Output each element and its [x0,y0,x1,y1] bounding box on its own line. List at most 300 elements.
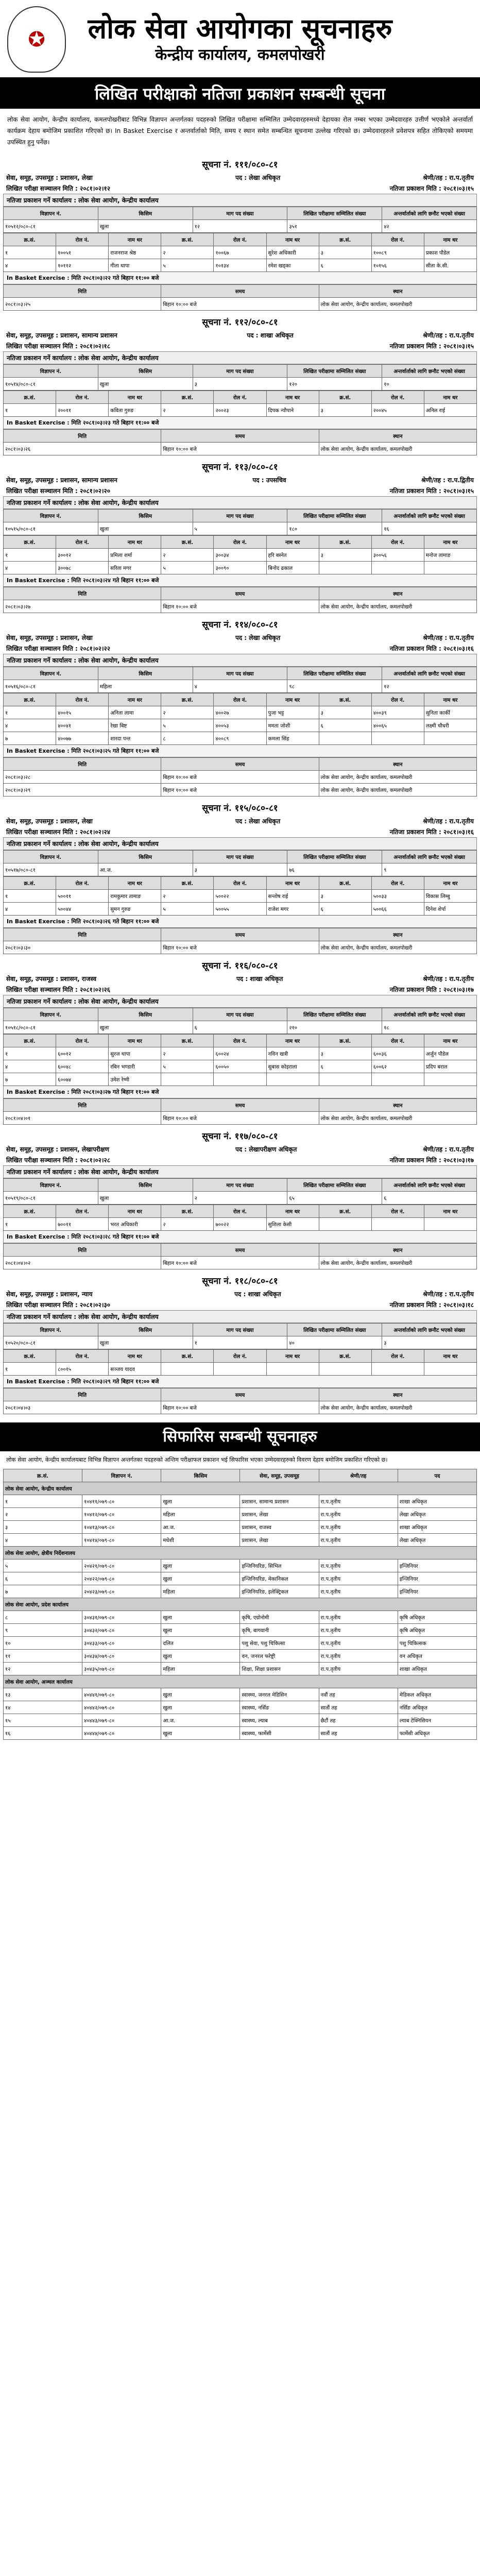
table-cell: खुला [161,1688,240,1701]
column-header: रोल नं. [56,877,109,890]
result-date: नतिजा प्रकाशन मिति : २०८१।०३।१७ [389,986,474,993]
table-cell: १०५१८/०८०-८१ [4,1021,98,1034]
notice-number: सूचना नं. ११२/०८०-८१ [202,317,278,328]
table-cell: गीता थापा [109,259,161,272]
table-cell: खुला [98,1336,193,1349]
table-cell: १०४११/०७९-८० [82,1495,161,1508]
table-cell: बिहान १०:०० बजे [161,443,319,455]
column-header: लिखित परीक्षामा सम्मिलित संख्या [287,1008,382,1021]
table-cell: ६००६२ [371,1060,424,1073]
table-cell: १०४१२/०७९-८० [82,1508,161,1521]
table-cell: २ [193,1192,287,1205]
notice-meta [3,172,477,183]
table-cell: ५००२२ [214,890,266,903]
table-cell: १ [4,404,56,417]
table-cell: १०५१६/०८०-८१ [4,680,98,693]
column-header: समय [161,1244,319,1257]
table-cell: फार्मेसी अधिकृत [398,1727,476,1740]
grade-level: श्रेणी/तह : रा.प.तृतीय [423,975,474,982]
table-header-row [4,365,477,378]
table-cell: इन्जिनियरिङ, इलेक्ट्रिकल [240,1585,319,1598]
column-header: क्र.सं. [4,1469,82,1482]
table-cell: रा.प.तृतीय [319,1521,398,1534]
table-cell: अनिल राई [424,404,476,417]
in-basket-exercise: In Basket Exercise : मिति २०८१।०३।२२ गते बिहान ११:०० बजे [3,272,477,284]
service-group: सेवा, समूह, उपसमूह : प्रशासन, न्याय [6,1291,93,1298]
notice-block [3,1269,477,1414]
table-cell [319,732,371,745]
table-header-row [4,1008,477,1021]
table-cell [266,1073,319,1086]
column-header: नाम थर [424,877,476,890]
column-header: विज्ञापन नं. [4,1324,98,1336]
column-header: नाम थर [266,536,319,549]
column-header: रोल नं. [56,391,109,404]
table-row [4,1336,477,1349]
notice-number: सूचना नं. ११६/०८०-८१ [202,961,278,971]
table-cell: ४ [4,259,56,272]
table-cell: १००८९ [371,246,424,259]
table-cell: दिनेश शेर्पा [424,903,476,916]
exam-date: लिखित परीक्षा सञ्चालन मिति : २०८१।०२।१८ [6,343,110,350]
table-cell [319,1363,371,1376]
table-cell: राजेश मगर [266,903,319,916]
table-cell: कृषि अधिकृत [398,1624,476,1637]
table-row [4,1021,477,1034]
table-row [4,784,477,796]
column-header: मिति [4,758,161,771]
column-header: किसिम [98,1324,193,1336]
grade-level: श्रेणी/तह : रा.प.तृतीय [423,1146,474,1153]
table-row [4,1401,477,1414]
column-header: क्र.सं. [161,693,214,706]
table-cell: ६ [193,1021,287,1034]
table-row [4,941,477,954]
table-cell: लेखा अधिकृत [398,1534,476,1547]
column-header: रोल नं. [371,693,424,706]
table-cell: ४००८९ [214,732,266,745]
table-cell: ३ [382,1336,477,1349]
table-cell [161,1363,214,1376]
table-cell: २ [161,706,214,719]
table-cell: ८ [161,732,214,745]
column-header: नाम थर [424,693,476,706]
table-header-row [4,1205,477,1218]
column-header: रोल नं. [371,536,424,549]
column-header: किसिम [98,510,193,522]
table-row [4,378,477,391]
table-row [4,1714,477,1727]
notice-number: सूचना नं. ११४/०८०-८१ [202,620,278,630]
post-name: पद : लेखा अधिकृत [235,818,281,825]
result-office: नतिजा प्रकाशन गर्ने कार्यालय : लोक सेवा आयोग, केन्द्रीय कार्यालय [3,1165,477,1178]
table-cell: ३०४३४/०७९-८० [82,1650,161,1663]
service-group: सेवा, समूह, उपसमूह : प्रशासन, सामान्य प्रशासन [6,332,117,339]
table-cell: ५००११ [56,890,109,903]
table-row [4,522,477,535]
table-cell: प्रशासन, लेखा [240,1534,319,1547]
table-row [4,1560,477,1572]
table-cell: २ [4,1508,82,1521]
table-cell: प्रमिला शर्मा [109,549,161,562]
interview-table [3,757,477,796]
column-header: रोल नं. [371,1035,424,1047]
table-cell: ७६ [287,863,382,876]
table-cell: आ.ज. [161,1714,240,1727]
table-cell: ४ [4,903,56,916]
table-cell [266,1363,319,1376]
interview-table [3,1098,477,1125]
table-row [4,1495,477,1508]
column-header: रोल नं. [371,1205,424,1218]
table-cell: १०५१४/०८०-८१ [4,378,98,391]
table-header-row [4,1244,477,1257]
column-header: लिखित परीक्षामा सम्मिलित संख्या [287,365,382,378]
table-cell: हरि बस्नेत [266,549,319,562]
table-cell: ६००७४ [56,1073,109,1086]
table-cell: स्वास्थ्य, जनरल मेडिसिन [240,1688,319,1701]
table-cell [371,1363,424,1376]
in-basket-exercise: In Basket Exercise : मिति २०८१।०३।२७ गते बिहान ११:०० बजे [3,1086,477,1098]
column-header: रोल नं. [214,233,266,246]
table-cell: १ [4,1495,82,1508]
table-cell: १० [4,1637,82,1650]
notice-block [3,954,477,1125]
table-cell: सीता के.सी. [424,259,476,272]
table-header-row [4,510,477,522]
result-date: नतिजा प्रकाशन मिति : २०८१।०३।१७ [389,1157,474,1164]
table-cell: बिनोद ढकाल [266,562,319,574]
column-header: विज्ञापन नं. [4,1179,98,1192]
table-cell: शिक्षा, शिक्षा प्रशासन [240,1663,319,1675]
table-cell: ५ [161,259,214,272]
column-header: लिखित परीक्षामा सम्मिलित संख्या [287,667,382,680]
table-cell: ३ [319,549,371,562]
table-row [4,1073,477,1086]
interview-table [3,1243,477,1269]
result-banner: लिखित परीक्षाको नतिजा प्रकाशन सम्बन्धी सूचना [0,79,480,109]
table-cell: बिहान १०:०० बजे [161,784,319,796]
table-cell: ३००९० [214,562,266,574]
table-row [4,404,477,417]
notice-meta [3,330,477,341]
table-cell: सातौं तह [319,1701,398,1714]
table-cell: सुरेश अधिकारी [266,246,319,259]
column-header: अन्तर्वार्ताको लागि छनौट भएको संख्या [382,365,477,378]
notice-number: सूचना नं. ११५/०८०-८१ [202,803,278,814]
table-cell: रा.प.तृतीय [319,1611,398,1624]
table-cell: महिला [98,680,193,693]
result-office: नतिजा प्रकाशन गर्ने कार्यालय : लोक सेवा आयोग, केन्द्रीय कार्यालय [3,654,477,667]
office-group-title: लोक सेवा आयोग, अञ्चल कार्यालय [4,1675,477,1688]
column-header: क्र.सं. [4,1035,56,1047]
column-header: माग पद संख्या [193,667,287,680]
table-cell [214,1363,266,1376]
table-cell: पशु चिकित्सक [398,1637,476,1650]
column-header: स्थान [319,758,476,771]
masthead [0,0,480,79]
table-cell: इन्जिनियर [398,1560,476,1572]
table-cell: ७ [4,1073,56,1086]
table-cell: १००५१ [56,246,109,259]
column-header: नाम थर [266,391,319,404]
table-cell: १ [4,706,56,719]
table-cell: खुला [98,1021,193,1034]
column-header: समय [161,1388,319,1401]
column-header: समय [161,758,319,771]
column-header: रोल नं. [214,536,266,549]
table-cell: २ [161,404,214,417]
table-cell: २०८१।०३।२६ [4,443,161,455]
table-cell: शाखा अधिकृत [398,1495,476,1508]
table-row [4,680,477,693]
column-header: माग पद संख्या [193,851,287,863]
table-cell: १२ [382,680,477,693]
post-name: पद : शाखा अधिकृत [247,332,294,339]
table-cell: ३०४३५/०७९-८० [82,1663,161,1675]
table-cell: रा.प.तृतीय [319,1572,398,1585]
table-cell: खुला [161,1560,240,1572]
table-cell: पशु सेवा, पशु चिकित्सा [240,1637,319,1650]
table-cell: ६ [319,719,371,732]
table-cell: स्वास्थ्य, फार्मेसी [240,1727,319,1740]
table-row [4,562,477,574]
table-cell: खुला [161,1572,240,1585]
table-cell [319,1073,371,1086]
table-cell: २ [161,1218,214,1231]
table-cell: १८ [382,1021,477,1034]
table-cell: २ [161,1047,214,1060]
table-cell: १ [4,1363,56,1376]
column-header: क्र.सं. [319,877,371,890]
table-cell: इन्जिनियर [398,1572,476,1585]
table-cell: प्रदिप बराल [424,1060,476,1073]
column-header: क्र.सं. [4,877,56,890]
table-cell [371,1073,424,1086]
table-header-row [4,1350,477,1363]
column-header: अन्तर्वार्ताको लागि छनौट भएको संख्या [382,1179,477,1192]
column-header: माग पद संख्या [193,1179,287,1192]
table-cell [424,732,476,745]
table-row [4,298,477,311]
table-cell: लोक सेवा आयोग, केन्द्रीय कार्यालय, कमलपोखरी [319,941,476,954]
table-cell: लोक सेवा आयोग, केन्द्रीय कार्यालय, कमलपोखरी [319,1112,476,1125]
exam-date: लिखित परीक्षा सञ्चालन मिति : २०८१।०२।२० [6,487,110,495]
column-header: माग पद संख्या [193,1008,287,1021]
table-header-row [4,693,477,706]
table-cell: सरिता मगर [109,562,161,574]
table-cell [371,732,424,745]
table-cell: खुला [161,1624,240,1637]
table-cell: रा.प.तृतीय [319,1585,398,1598]
exam-date: लिखित परीक्षा सञ्चालन मिति : २०८१।०२।३० [6,1301,110,1309]
column-header: नाम थर [266,1035,319,1047]
column-header: विज्ञापन नं. [82,1469,161,1482]
table-cell: २०८१।०४।०३ [4,1401,161,1414]
notice-dates [3,643,477,654]
table-cell: रा.प.तृतीय [319,1560,398,1572]
post-name: पद : लेखा अधिकृत [235,634,281,641]
table-cell: बिहान १०:०० बजे [161,941,319,954]
table-cell: लोक सेवा आयोग, केन्द्रीय कार्यालय, कमलपोखरी [319,771,476,784]
table-cell: १३ [4,1688,82,1701]
table-cell: शाखा अधिकृत [398,1521,476,1534]
post-name: पद : लेखापरीक्षण अधिकृत [235,1146,297,1153]
table-cell: ल्याब टेक्निसियन [398,1714,476,1727]
table-header-row [4,851,477,863]
table-cell: ५ [161,562,214,574]
notice-meta [3,1144,477,1155]
table-cell: लक्ष्मी चौधरी [424,719,476,732]
table-cell: १०११२ [56,259,109,272]
table-cell: बिहान १०:०० बजे [161,771,319,784]
office-group-title: लोक सेवा आयोग, क्षेत्रीय निर्देशनालय [4,1547,477,1560]
table-cell: ६००५० [214,1060,266,1073]
column-header: किसिम [161,1469,240,1482]
column-header: मिति [4,587,161,600]
table-cell: बिहान १०:०० बजे [161,298,319,311]
table-cell: ५००६६ [371,903,424,916]
table-header-row [4,758,477,771]
table-cell: २०४२२/०७९-८० [82,1572,161,1585]
column-header: अन्तर्वार्ताको लागि छनौट भएको संख्या [382,667,477,680]
table-cell: ३०४३१/०७९-८० [82,1611,161,1624]
column-header: समय [161,928,319,941]
table-cell: रमेश खड्का [266,259,319,272]
table-cell: मनोज तामाङ [424,549,476,562]
table-cell: ६००३६ [371,1047,424,1060]
table-row [4,1192,477,1205]
notice-meta [3,1289,477,1299]
service-group: सेवा, समूह, उपसमूह : प्रशासन, लेखा [6,634,93,641]
column-header: नाम थर [266,1350,319,1363]
table-cell: खुला [161,1727,240,1740]
notice-meta [3,632,477,643]
column-header: क्र.सं. [319,1205,371,1218]
table-cell: ५ [4,1560,82,1572]
table-cell: बिहान १०:०० बजे [161,1401,319,1414]
column-header: रोल नं. [56,1205,109,1218]
result-date: नतिजा प्रकाशन मिति : २०८१।०३।१६ [389,828,474,836]
table-row [4,220,477,233]
table-cell: आ.ज. [98,863,193,876]
table-row [4,1585,477,1598]
notice-dates [3,826,477,837]
table-row [4,1701,477,1714]
notice-dates [3,984,477,995]
advertisement-table [3,667,477,693]
table-cell: १०१५६ [371,259,424,272]
column-header: लिखित परीक्षामा सम्मिलित संख्या [287,1179,382,1192]
table-cell: ७ [4,732,56,745]
column-header: क्र.सं. [4,536,56,549]
column-header: स्थान [319,928,476,941]
table-cell [424,1363,476,1376]
column-header: क्र.सं. [319,391,371,404]
column-header: मिति [4,928,161,941]
table-cell: सुनिता कार्की [424,706,476,719]
advertisement-table [3,509,477,535]
intro-paragraph: लोक सेवा आयोग, केन्द्रीय कार्यालय, कमलपोखरीबाट विभिन्न विज्ञापन अन्तर्गतका पदहरुको लिखित परीक्षामा सम्मिलित उम्मेदवारहरुमध्ये देहायका रोल नम्बर भएका उम्मेदवारहरु उत्तीर्ण भएकोले अन्तर्वार्ता कार्यक्रम देहाय बमोजिम प्रकाशित गरिएको छ। In Basket Exercise र अन्तर्वार्ताको मिति, समय र स्थान समेत सम्बन्धित सूचनामा उल्लेख गरिएको छ। उम्मेदवारहरुले प्रवेशपत्र सहित तोकिएको समयमा उपस्थित हुनु पर्नेछ। [7,116,473,146]
result-office: नतिजा प्रकाशन गर्ने कार्यालय : लोक सेवा आयोग, केन्द्रीय कार्यालय [3,1310,477,1323]
table-cell: प्रशासन, लेखा [240,1508,319,1521]
table-cell: खुला [161,1650,240,1663]
table-cell: वन, जनरल फरेष्ट्री [240,1650,319,1663]
table-cell: ७००२२ [214,1218,266,1231]
column-header: विज्ञापन नं. [4,207,98,220]
table-cell: राजनराज श्रेष्ठ [109,246,161,259]
column-header: रोल नं. [214,877,266,890]
table-cell: १०४१३/०७९-८० [82,1521,161,1534]
column-header: रोल नं. [214,391,266,404]
table-row [4,1663,477,1675]
notice-dates [3,1299,477,1310]
column-header: क्र.सं. [4,391,56,404]
column-header: मिति [4,1244,161,1257]
column-header: क्र.सं. [161,1205,214,1218]
table-cell: वन अधिकृत [398,1650,476,1663]
column-header: स्थान [319,1099,476,1112]
table-cell: ४० [287,1336,382,1349]
office-group-row [4,1547,477,1560]
column-header: विज्ञापन नं. [4,510,98,522]
table-header-row [4,1179,477,1192]
column-header: क्र.सं. [161,1035,214,1047]
table-cell [424,1218,476,1231]
table-cell: २०८१।०४।०१ [4,1112,161,1125]
table-cell: ६००१२ [56,1047,109,1060]
table-cell: ४००२७ [214,706,266,719]
table-cell: १०५१९/०८०-८१ [4,1192,98,1205]
table-cell: नविन खत्री [266,1047,319,1060]
table-header-row [4,1035,477,1047]
table-cell: ९ [4,1624,82,1637]
notice-block [3,1125,477,1269]
table-header-row [4,391,477,404]
column-header: नाम थर [424,391,476,404]
column-header: किसिम [98,365,193,378]
table-cell: इन्जिनियरिङ, सिभिल [240,1560,319,1572]
table-row [4,719,477,732]
column-header: विज्ञापन नं. [4,667,98,680]
column-header: रोल नं. [56,233,109,246]
table-cell: १०५१७/०८०-८१ [4,863,98,876]
exam-date: लिखित परीक्षा सञ्चालन मिति : २०८१।०२।१२ [6,185,110,192]
column-header: पद [398,1469,476,1482]
column-header: स्थान [319,1388,476,1401]
column-header: रोल नं. [214,1350,266,1363]
table-row [4,732,477,745]
result-date: नतिजा प्रकाशन मिति : २०८१।०३।१६ [389,645,474,652]
table-row [4,1572,477,1585]
table-header-row [4,587,477,600]
table-cell: १० [382,378,477,391]
table-cell: २०४२३/०७९-८० [82,1585,161,1598]
table-cell: रा.प.तृतीय [319,1624,398,1637]
table-cell: पुजा भट्ट [266,706,319,719]
table-cell: कृषि, एग्रोनोमी [240,1611,319,1624]
column-header: विज्ञापन नं. [4,1008,98,1021]
table-cell: शाखा अधिकृत [398,1663,476,1675]
table-cell: ३००७८ [56,562,109,574]
notice-block [3,613,477,796]
table-cell: प्रशासन, राजस्व [240,1521,319,1534]
table-cell: सञ्जय यादव [109,1363,161,1376]
table-header-row [4,430,477,443]
table-cell: ५ [193,522,287,535]
column-header: क्र.सं. [161,536,214,549]
table-cell [424,1073,476,1086]
